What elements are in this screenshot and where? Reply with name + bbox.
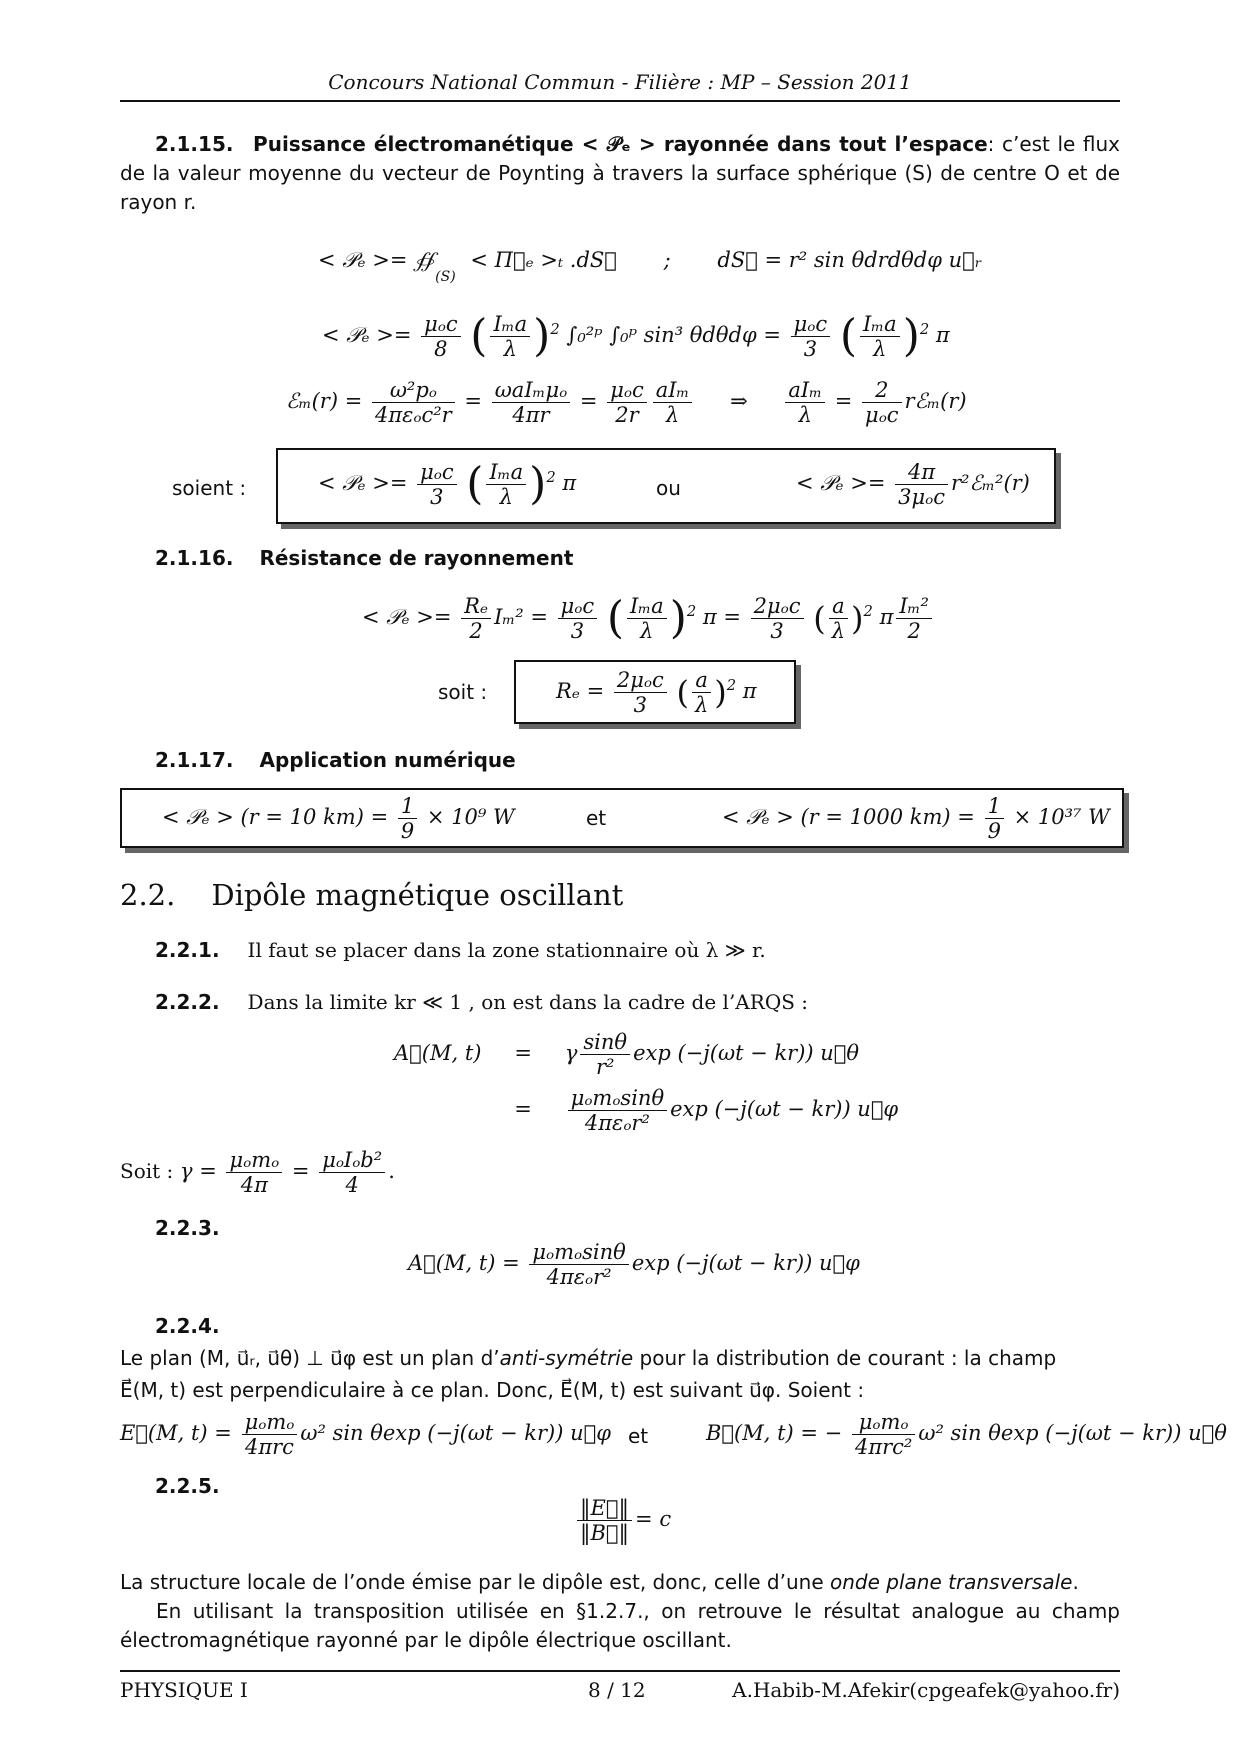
equation-magnetic-field: B⃗(M, t) = − $\frac{\text{μₒmₒ}}{\text{4πrc²}}$ ω² sin θexp (−j(ωt − kr)) u⃗θ	[706, 1410, 1227, 1460]
equation-electric-field: E⃗(M, t) = $\frac{\text{μₒmₒ}}{\text{4πrc}}$ ω² sin θexp (−j(ωt − kr)) u⃗φ	[120, 1410, 611, 1460]
equation-vector-potential-1: A⃗(M, t) = γ $\frac{\sin\theta}{\text{r²}}$ exp (−j(ωt − kr)) u⃗θ	[394, 1030, 860, 1080]
soient-label: soient :	[172, 476, 247, 500]
section-title: Puissance électromanétique < 𝒫ₑ > rayonnée dans tout l’espace	[253, 132, 988, 156]
section-2-2-5: 2.2.5.	[155, 1474, 220, 1498]
section-2-2-4-text: Le plan (M, u⃗ᵣ, u⃗θ) ⊥ u⃗φ est un plan d’anti-symétrie pour la distribution de courant : la champ E⃗(M, t) est perpendiculaire à ce plan. Donc, E⃗(M, t) est suivant u⃗φ. Soient :	[120, 1346, 1057, 1402]
footer-subject: PHYSIQUE I	[120, 1678, 248, 1702]
result-box-power: < 𝒫ₑ >= $\frac{\text{μₒc}}{3}$ ( $\frac{\text{Iₘa}}{\lambda}$ )$^2$ π ou < 𝒫ₑ >= $\frac{4\pi}{\text{3μₒc}}$ r²ℰₘ²(r)	[276, 448, 1056, 524]
footer-rule	[120, 1670, 1120, 1672]
section-2-2-2: 2.2.2. Dans la limite kr ≪ 1 , on est dans la cadre de l’ARQS :	[155, 990, 809, 1014]
section-2-2-1: 2.2.1. Il faut se placer dans la zone stationnaire où λ ≫ r.	[155, 938, 766, 962]
section-number: 2.1.15.	[155, 132, 234, 156]
section-2-1-16: 2.1.16. Résistance de rayonnement	[155, 546, 574, 570]
result-box-numerical: < 𝒫ₑ > (r = 10 km) = $\frac{1}{9}$ × 10⁹ W et < 𝒫ₑ > (r = 1000 km) = $\frac{1}{9}$ × 10³⁷ W	[120, 788, 1124, 848]
gamma-definition: Soit : γ = $\frac{\text{μₒmₒ}}{4\pi}$ = $\frac{\text{μₒIₒb²}}{4}$ .	[120, 1148, 395, 1198]
equation-flux-integral: < 𝒫ₑ >= $∯_{(S)}$ < Π⃗ₑ >ₜ .dS⃗ ; dS⃗ = r² sin θdrdθdφ u⃗ᵣ	[318, 248, 983, 285]
section-text: : c’est le flux de la valeur moyenne du vecteur de Poynting à travers la surface sphérique (S) de centre O et de rayon r.	[120, 132, 1121, 214]
equation-field-amplitude: ℰₘ(r) = $\frac{\text{ω²pₒ}}{\text{4πεₒc²r}}$ = $\frac{\text{ωaIₘμₒ}}{4\pi r}$ = $\frac{\text{μₒc}}{2r}$ $\frac{\text{aIₘ}}{\lambda}$ ⇒ $\frac{\text{aIₘ}}{\lambda}$ = $\frac{2}{\text{μₒc}}$ rℰₘ(r)	[286, 378, 967, 428]
section-2-2-heading: 2.2. Dipôle magnétique oscillant	[120, 878, 624, 912]
equation-field-ratio: $\frac{‖E⃗‖}{‖B⃗‖}$ = c	[574, 1496, 671, 1545]
equation-vector-potential-3: A⃗(M, t) = $\frac{\text{μₒmₒsinθ}}{\text{4πεₒr²}}$ exp (−j(ωt − kr)) u⃗φ	[408, 1240, 860, 1290]
soit-label: soit :	[438, 680, 488, 704]
page-header: Concours National Commun - Filière : MP – Session 2011	[328, 70, 912, 94]
section-2-2-4: 2.2.4.	[155, 1314, 220, 1338]
footer-page-number: 8 / 12	[588, 1678, 646, 1702]
section-2-1-15	[120, 130, 1120, 217]
equation-radiation-resistance: < 𝒫ₑ >= $\frac{\text{Rₑ}}{2}$ Iₘ² = $\frac{\text{μₒc}}{3}$ ( $\frac{\text{Iₘa}}{\lambda}$ )$^2$ π = $\frac{\text{2μₒc}}{3}$ ( $\frac{a}{\lambda}$ )$^2$ π $\frac{\text{Iₘ²}}{2}$	[362, 594, 935, 643]
result-box-resistance: Rₑ = $\frac{\text{2μₒc}}{3}$ ( $\frac{a}{\lambda}$ )$^2$ π	[514, 660, 796, 724]
et-label: et	[628, 1424, 649, 1448]
header-rule	[120, 100, 1120, 102]
equation-power-integral: < 𝒫ₑ >= $\frac{\text{μₒc}}{8}$ ( $\frac{\text{Iₘa}}{\lambda}$ )$^2$ ∫₀²ᵖ ∫₀ᵖ sin³ θdθdφ = $\frac{\text{μₒc}}{3}$ ( $\frac{\text{Iₘa}}{\lambda}$ )$^2$ π	[322, 310, 950, 362]
footer-authors: A.Habib-M.Afekir(cpgeafek@yahoo.fr)	[732, 1678, 1120, 1702]
section-2-1-17: 2.1.17. Application numérique	[155, 748, 516, 772]
section-2-2-3: 2.2.3.	[155, 1216, 220, 1240]
section-2-2-5-text: La structure locale de l’onde émise par le dipôle est, donc, celle d’une onde plane transversale. En utilisant la transposition utilisée en §1.2.7., on retrouve le résultat analogue au champ électromagnétique rayonné par le dipôle électrique oscillant.	[120, 1570, 1120, 1652]
equation-vector-potential-2: = $\frac{\text{μₒmₒsinθ}}{\text{4πεₒr²}}$ exp (−j(ωt − kr)) u⃗φ	[514, 1086, 899, 1136]
